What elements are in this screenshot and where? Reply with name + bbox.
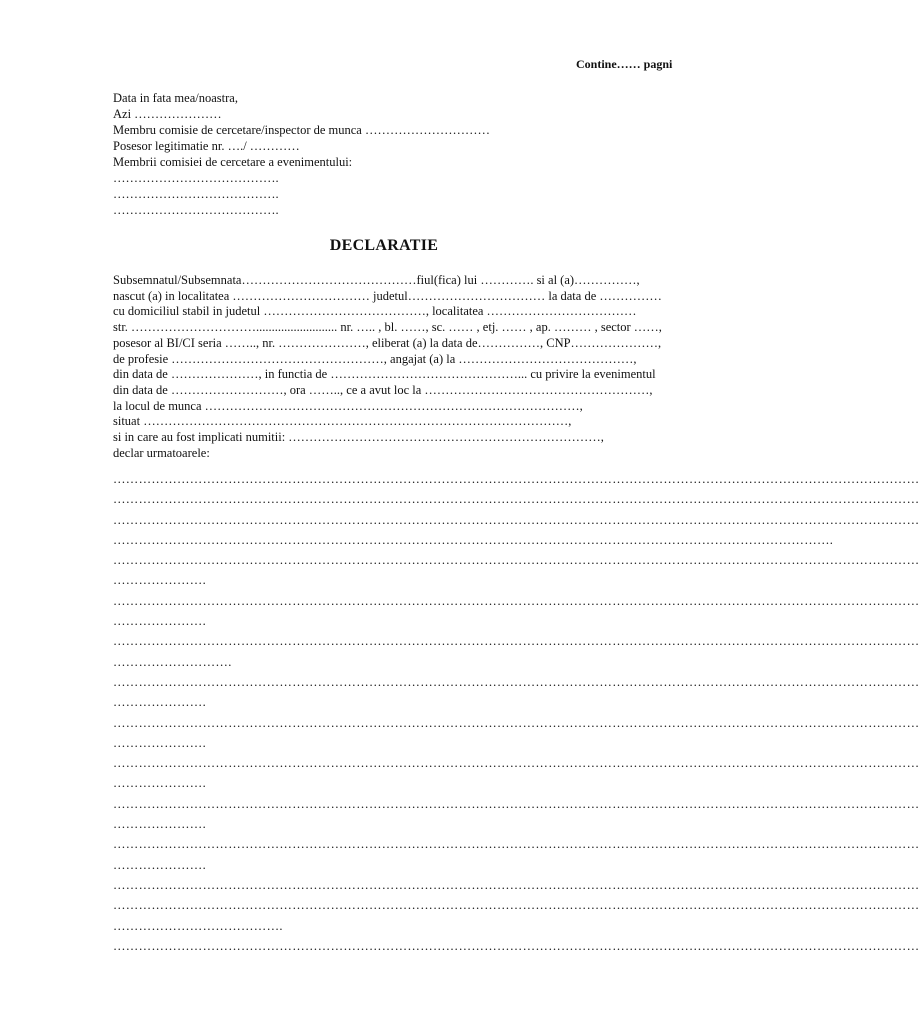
answer-line: ………………………. [113, 654, 232, 669]
answer-line: …………………. [113, 817, 207, 832]
answer-line: ……………………………………………………………………………………………………………………………………………………………………… [113, 877, 919, 892]
answer-line: ……………………………………………………………………………………………………………………………………………………………………… [113, 634, 919, 649]
answer-line: …………………. [113, 695, 207, 710]
declaration-answer-area [113, 469, 919, 956]
answer-line: ……………………………………………………………………………………………………………………………………………………. [113, 532, 834, 547]
body-line: cu domiciliul stabil in judetul …………………………………, localitatea ……………………………… [113, 304, 637, 319]
answer-line: …………………. [113, 573, 207, 588]
answer-line: ……………………………………………………………………………………………………………………………………………………………………… [113, 898, 919, 913]
answer-line: …………………. [113, 857, 207, 872]
body-line: de profesie ……………………………………………, angajat (a) la ……………………………………, [113, 351, 637, 366]
header-line: Membrii comisiei de cercetare a evenimentului: [113, 155, 353, 169]
answer-line: ……………………………………………………………………………………………………………………………………………………………………… [113, 492, 919, 507]
body-line: si in care au fost implicati numitii: …………………………………………………………………, [113, 430, 604, 445]
body-line: din data de ………………………, ora …….., ce a avut loc la ………………………………………………, [113, 382, 653, 397]
body-line: posesor al BI/CI seria …….., nr. …………………, eliberat (a) la data de……………, CNP…………………, [113, 335, 662, 350]
answer-line: ……………………………………………………………………………………………………………………………………………………………………… [113, 553, 919, 568]
header-line: …………………………………. [113, 171, 279, 185]
body-line: la locul de munca ………………………………………………………………………………, [113, 398, 583, 413]
body-line: declar urmatoarele: [113, 445, 210, 460]
header-line: Membru comisie de cercetare/inspector de munca ………………………… [113, 123, 490, 137]
header-line: …………………………………. [113, 187, 279, 201]
body-line: str. ………………………….......................... nr. ….. , bl. ……, sc. …… , etj. …… , ap. ……… , sector ……, [113, 320, 662, 335]
page-count-note: Contine…… pagni [576, 57, 673, 71]
answer-line: …………………. [113, 614, 207, 629]
header-line: Data in fata mea/noastra, [113, 91, 238, 105]
answer-line: ……………………………………………………………………………………………………………………………………………………………………… [113, 512, 919, 527]
body-line: Subsemnatul/Subsemnata……………………………………fiul(fica) lui …………. si al (a)……………, [113, 273, 640, 287]
declarant-details [113, 273, 735, 461]
answer-line: ……………………………………………………………………………………………………………………………………………………………………… [113, 472, 919, 486]
answer-line: ……………………………………………………………………………………………………………………………………………………………………… [113, 593, 919, 608]
body-line: din data de …………………, in functia de ………………………………………... cu privire la evenimentul [113, 367, 656, 382]
header-line: Azi ………………… [113, 107, 222, 121]
answer-line: …………………………………. [113, 918, 283, 933]
answer-line: …………………. [113, 776, 207, 791]
answer-line: ……………………………………………………………………………………………………………………………………………………………………… [113, 756, 919, 771]
body-line: nascut (a) in localitatea …………………………… judetul…………………………… la data de …………… [113, 288, 662, 303]
answer-line: ……………………………………………………………………………………………………………………………………………………………………… [113, 715, 919, 730]
answer-line: ……………………………………………………………………………………………………………………………………………………………………… [113, 837, 919, 852]
answer-line: ……………………………………………………………………………………………………………………………………………………………………… [113, 938, 919, 953]
answer-line: …………………. [113, 735, 207, 750]
commission-header [113, 90, 633, 218]
document-title: DECLARATIE [329, 237, 439, 254]
header-line: Posesor legitimatie nr. …./ ………… [113, 139, 300, 153]
header-line: …………………………………. [113, 203, 279, 217]
answer-line: ……………………………………………………………………………………………………………………………………………………………………… [113, 674, 919, 689]
body-line: situat …………………………………………………………………………………………, [113, 414, 572, 429]
answer-line: ……………………………………………………………………………………………………………………………………………………………………… [113, 796, 919, 811]
